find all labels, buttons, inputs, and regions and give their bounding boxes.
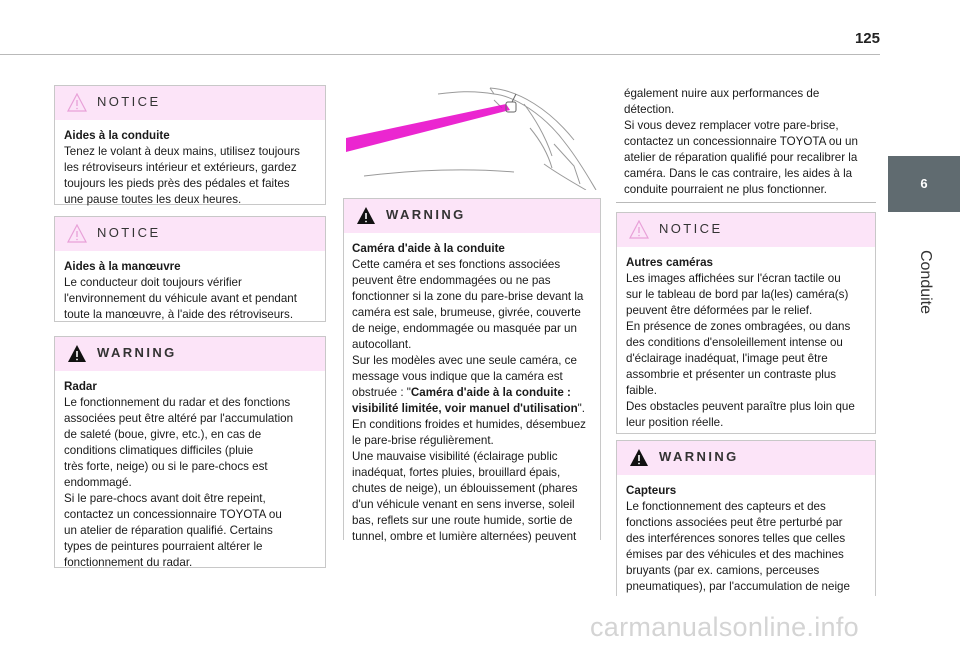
- warning-heading: Radar: [64, 380, 97, 393]
- text-line: Sur les modèles avec une seule caméra, ce: [352, 354, 577, 367]
- warning-title: WARNING: [97, 345, 177, 360]
- text-line: Les images affichées sur l'écran tactile ou: [626, 272, 841, 285]
- text-line: détection.: [624, 103, 675, 116]
- warning-heading: Caméra d'aide à la conduite: [352, 242, 505, 255]
- text-line: bruyants (par ex. camions, perceuses: [626, 564, 820, 577]
- notice-heading: Aides à la conduite: [64, 129, 170, 142]
- caution-triangle-icon: [67, 93, 87, 112]
- text-line: faible.: [626, 384, 657, 397]
- windshield-camera-illustration: [344, 84, 602, 190]
- text-line: également nuire aux performances de: [624, 87, 820, 100]
- text-line: le pare-brise régulièrement.: [352, 434, 494, 447]
- text-line: autocollant.: [352, 338, 412, 351]
- text-line: très forte, neige) ou si le pare-chocs est: [64, 460, 268, 473]
- text-line: fonctionnement du radar.: [64, 556, 193, 569]
- notice-body: [617, 247, 875, 431]
- text-line: des conditions d'ensoleillement intense ou: [626, 336, 843, 349]
- text-line: un atelier de réparation qualifié. Certains: [64, 524, 273, 537]
- text-line: Si vous devez remplacer votre pare-brise,: [624, 119, 839, 132]
- text-line: Cette caméra et ses fonctions associées: [352, 258, 561, 271]
- notice-title: NOTICE: [659, 221, 723, 236]
- warning-triangle-icon: [67, 344, 87, 363]
- notice-header: [55, 86, 325, 120]
- warning-radar: [54, 336, 326, 568]
- message-end: ".: [577, 402, 586, 415]
- warning-title: WARNING: [659, 449, 739, 464]
- text-line: des interférences sonores telles que celles: [626, 532, 846, 545]
- notice-autres-cameras: [616, 212, 876, 434]
- text-line: émises par des véhicules et des machines: [626, 548, 844, 561]
- text-line: tunnel, ombre et lumière alternées) peuvent: [352, 530, 577, 543]
- notice-body: [55, 251, 325, 323]
- notice-heading: Autres caméras: [626, 256, 714, 269]
- message-bold: Caméra d'aide à la conduite :: [410, 386, 571, 399]
- warning-title: WARNING: [386, 207, 466, 222]
- text-line: associées peut être altéré par l'accumulation: [64, 412, 294, 425]
- notice-title: NOTICE: [97, 94, 161, 109]
- header-rule: [0, 54, 880, 55]
- text-line: peuvent être endommagées ou ne pas: [352, 274, 551, 287]
- text-line: [352, 401, 594, 417]
- text-line: peuvent être déformées par le relief.: [626, 304, 813, 317]
- notice-title: NOTICE: [97, 225, 161, 240]
- caution-triangle-icon: [629, 220, 649, 239]
- text-line: pneumatiques), par l'accumulation de neige: [626, 580, 850, 593]
- text-line: assombrie et présenter un contraste plus: [626, 368, 837, 381]
- warning-header: [617, 441, 875, 475]
- text-line: leur position réelle.: [626, 416, 724, 429]
- text-line: types de peintures pourraient altérer le: [64, 540, 263, 553]
- text-line: Le fonctionnement du radar et des fonctions: [64, 396, 291, 409]
- text-line: fonctionner si la zone du pare-brise devant la: [352, 290, 584, 303]
- text-line: Des obstacles peuvent paraître plus loin que: [626, 400, 855, 413]
- text-line: [352, 385, 594, 401]
- text-line: les rétroviseurs intérieur et extérieurs, gardez: [64, 161, 297, 174]
- text-line: message vous indique que la caméra est: [352, 370, 563, 383]
- text-line: d'un véhicule venant en sens inverse, soleil: [352, 498, 575, 511]
- warning-header: [55, 337, 325, 371]
- warning-body: [617, 475, 875, 595]
- text-line: toujours les pieds près des pédales et faites: [64, 177, 290, 190]
- section-divider: [616, 202, 876, 203]
- text-line: une pause toutes les deux heures.: [64, 193, 242, 206]
- warning-triangle-icon: [629, 448, 649, 467]
- text-line: de neige, endommagée ou masquée par un: [352, 322, 577, 335]
- chapter-label: Conduite: [917, 249, 934, 315]
- message-bold: visibilité limitée, voir manuel d'utilisation: [352, 402, 578, 415]
- text-line: Une mauvaise visibilité (éclairage public: [352, 450, 558, 463]
- text-line: Le fonctionnement des capteurs et des: [626, 500, 826, 513]
- text-line: Si le pare-chocs avant doit être repeint,: [64, 492, 266, 505]
- text-line: Tenez le volant à deux mains, utilisez toujours: [64, 145, 300, 158]
- notice-body: [55, 120, 325, 208]
- warning-triangle-icon: [356, 206, 376, 225]
- text-line: contactez un concessionnaire TOYOTA ou: [64, 508, 282, 521]
- warning-camera: [343, 198, 601, 543]
- text-line: atelier de réparation qualifié pour recalibrer la: [624, 151, 858, 164]
- caution-triangle-icon: [67, 224, 87, 243]
- notice-heading: Aides à la manœuvre: [64, 260, 181, 273]
- text-line: caméra. Dans le cas contraire, les aides à la: [624, 167, 853, 180]
- chapter-tab[interactable]: 6: [888, 156, 960, 212]
- text-line: l'environnement du véhicule avant et pendant: [64, 292, 297, 305]
- text-line: fonctions associées peut être perturbé par: [626, 516, 843, 529]
- page-number: 125: [854, 30, 880, 47]
- warning-body: [55, 371, 325, 571]
- text-line: inadéquat, fortes pluies, brouillard épais,: [352, 466, 561, 479]
- warning-heading: Capteurs: [626, 484, 677, 497]
- text-line: Le conducteur doit toujours vérifier: [64, 276, 242, 289]
- text-line: chutes de neige), un éblouissement (phares: [352, 482, 578, 495]
- watermark: carmanualsonline.info: [590, 612, 859, 642]
- text-line: sur le tableau de bord par la(les) caméra(s): [626, 288, 849, 301]
- warning-body: [344, 233, 600, 545]
- notice-aides-conduite: [54, 85, 326, 205]
- warning-header: [344, 199, 600, 233]
- text-line: d'éclairage inadéquat, l'image peut être: [626, 352, 828, 365]
- text-line: bas, reflets sur une route humide, sortie de: [352, 514, 573, 527]
- notice-header: [55, 217, 325, 251]
- text-line: toute la manœuvre, à l'aide des rétroviseurs.: [64, 308, 294, 321]
- notice-aides-manoeuvre: [54, 216, 326, 322]
- warning-capteurs: [616, 440, 876, 596]
- text-line: En présence de zones ombragées, ou dans: [626, 320, 851, 333]
- text-line: contactez un concessionnaire TOYOTA ou un: [624, 135, 858, 148]
- obstruee-text: obstruée : ": [352, 386, 411, 399]
- text-line: En conditions froides et humides, désembuez: [352, 418, 586, 431]
- text-line: endommagé.: [64, 476, 132, 489]
- text-line: de saleté (boue, givre, etc.), en cas de: [64, 428, 262, 441]
- notice-header: [617, 213, 875, 247]
- text-line: conduite pourraient ne plus fonctionner.: [624, 183, 828, 196]
- warning-camera-continued: [624, 86, 878, 198]
- text-line: caméra est sale, brumeuse, givrée, couverte: [352, 306, 581, 319]
- text-line: conditions climatiques difficiles (pluie: [64, 444, 254, 457]
